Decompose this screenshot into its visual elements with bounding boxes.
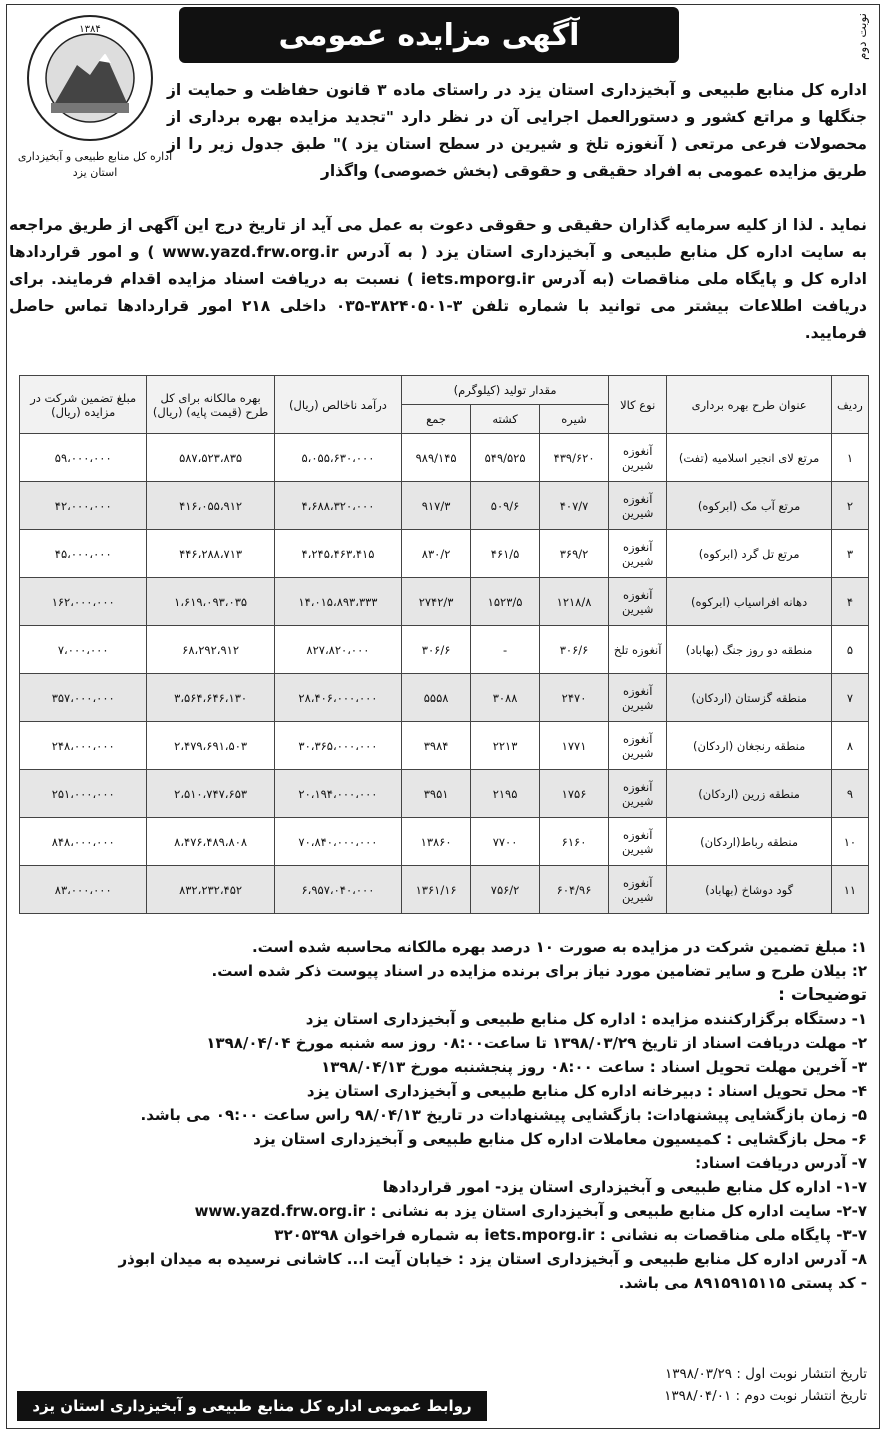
cell-no: ۹ — [831, 770, 868, 818]
col-plan-title-header: عنوان طرح بهره برداری — [667, 376, 831, 434]
note-2: ۲: بیلان طرح و سایر تضامین مورد نیاز برای برنده مزایده در اسناد پیوست ذکر شده است. — [211, 962, 867, 980]
cell-deposit: ۲۵۱،۰۰۰،۰۰۰ — [20, 770, 147, 818]
cell-royalty: ۳،۵۶۴،۶۴۶،۱۳۰ — [147, 674, 274, 722]
cell-gross: ۴،۲۴۵،۴۶۳،۴۱۵ — [274, 530, 401, 578]
note-item: ۳-۷- پایگاه ملی مناقصات به نشانی : iets.mporg.ir به شماره فراخوان ۳۲۰۵۳۹۸ — [274, 1226, 867, 1244]
cell-kashte: ۴۶۱/۵ — [471, 530, 540, 578]
intro-paragraph-continued: نماید . لذا از کلیه سرمایه گذاران حقیقی و حقوقی دعوت به عمل می آید از تاریخ درج این آگهی از طریق مراجعه به سایت اداره کل منابع طبیعی و آبخیزداری استان یزد ( به آدرس www.yazd.frw.org.ir ) و امور قراردادها اداره کل و پایگاه ملی مناقصات (به آدرس iets.mporg.ir ) نسبت به دریافت اسناد مزایده اقدام فرمایند. برای دریافت اطلاعات بیشتر می توانید با شماره تلفن ۳-۳۸۲۴۰۵۰۱-۰۳۵ داخلی ۲۱۸ امور قراردادها تماس حاصل فرمایید. — [9, 216, 868, 342]
table-row — [20, 770, 869, 818]
cell-sap: ۶۰۴/۹۶ — [540, 866, 609, 914]
cell-title: منطقه رنجغان (اردکان) — [667, 722, 831, 770]
cell-royalty: ۸۳۲،۲۳۲،۴۵۲ — [147, 866, 274, 914]
col-row-header: ردیف — [831, 376, 868, 434]
logo-year: ۱۳۸۴ — [79, 24, 101, 35]
cell-total: ۳۰۶/۶ — [402, 626, 471, 674]
cell-gross: ۸۲۷،۸۲۰،۰۰۰ — [274, 626, 401, 674]
note-item: ۱- دستگاه برگزارکننده مزایده : اداره کل منابع طبیعی و آبخیزداری استان یزد — [305, 1010, 867, 1028]
cell-royalty: ۴۴۶،۲۸۸،۷۱۳ — [147, 530, 274, 578]
cell-product: آنغوزه شیرین — [609, 530, 667, 578]
cell-gross: ۲۸،۴۰۶،۰۰۰،۰۰۰ — [274, 674, 401, 722]
publication-dates — [664, 1363, 867, 1407]
cell-product: آنغوزه شیرین — [609, 770, 667, 818]
cell-deposit: ۴۲،۰۰۰،۰۰۰ — [20, 482, 147, 530]
cell-royalty: ۴۱۶،۰۵۵،۹۱۲ — [147, 482, 274, 530]
cell-total: ۱۳۸۶۰ — [402, 818, 471, 866]
table-row — [20, 434, 869, 482]
intro-paragraph: اداره کل منابع طبیعی و آبخیزداری استان یزد در راستای ماده ۳ قانون حفاظت و حمایت از جنگلها و مراتع کشور و دستورالعمل اجرایی آن در نظر دارد "تجدید مزایده بهره برداری از محصولات فرعی مرتعی ( آنغوزه تلخ و شیرین در سطح استان یزد )" طبق جدول زیر را از طریق مزایده عمومی به افراد حقیقی و حقوقی (بخش خصوصی) واگذار — [167, 81, 867, 180]
cell-deposit: ۴۵،۰۰۰،۰۰۰ — [20, 530, 147, 578]
table-row — [20, 626, 869, 674]
cell-total: ۳۹۸۴ — [402, 722, 471, 770]
table-row — [20, 530, 869, 578]
cell-deposit: ۱۶۲،۰۰۰،۰۰۰ — [20, 578, 147, 626]
table-row — [20, 674, 869, 722]
cell-deposit: ۵۹،۰۰۰،۰۰۰ — [20, 434, 147, 482]
cell-no: ۷ — [831, 674, 868, 722]
cell-title: منطقه زرین (اردکان) — [667, 770, 831, 818]
cell-kashte: ۵۰۹/۶ — [471, 482, 540, 530]
cell-gross: ۴،۶۸۸،۳۲۰،۰۰۰ — [274, 482, 401, 530]
cell-product: آنغوزه شیرین — [609, 722, 667, 770]
second-publication-date: تاریخ انتشار نوبت دوم : ۱۳۹۸/۰۴/۰۱ — [664, 1388, 867, 1404]
cell-gross: ۱۴،۰۱۵،۸۹۳،۳۳۳ — [274, 578, 401, 626]
cell-deposit: ۲۴۸،۰۰۰،۰۰۰ — [20, 722, 147, 770]
table-row — [20, 818, 869, 866]
note-item: ۲- مهلت دریافت اسناد از تاریخ ۱۳۹۸/۰۳/۲۹ تا ساعت۰۸:۰۰ روز سه شنبه مورخ ۱۳۹۸/۰۴/۰۴ — [206, 1034, 867, 1052]
table-row — [20, 482, 869, 530]
cell-royalty: ۱،۶۱۹،۰۹۳،۰۳۵ — [147, 578, 274, 626]
cell-total: ۳۹۵۱ — [402, 770, 471, 818]
cell-title: منطقه دو روز جنگ (بهاباد) — [667, 626, 831, 674]
organization-logo-icon — [15, 13, 165, 143]
title-banner — [179, 7, 679, 63]
cell-product: آنغوزه تلخ — [609, 626, 667, 674]
cell-no: ۲ — [831, 482, 868, 530]
cell-product: آنغوزه شیرین — [609, 578, 667, 626]
cell-total: ۸۳۰/۲ — [402, 530, 471, 578]
announcement-page — [6, 4, 880, 1429]
cell-product: آنغوزه شیرین — [609, 818, 667, 866]
cell-kashte: ۲۲۱۳ — [471, 722, 540, 770]
cell-sap: ۲۴۷۰ — [540, 674, 609, 722]
cell-no: ۱۰ — [831, 818, 868, 866]
logo-caption — [15, 149, 175, 181]
cell-total: ۵۵۵۸ — [402, 674, 471, 722]
note-item: ۲-۷- سایت اداره کل منابع طبیعی و آبخیزداری استان یزد به نشانی : www.yazd.frw.org.ir — [194, 1202, 867, 1220]
round-tag: نوبت دوم — [855, 13, 869, 61]
logo-caption-line1: اداره کل منابع طبیعی و آبخیزداری — [17, 150, 173, 163]
cell-kashte: ۲۱۹۵ — [471, 770, 540, 818]
cell-no: ۳ — [831, 530, 868, 578]
notes-section — [9, 935, 867, 1295]
cell-gross: ۵،۰۵۵،۶۳۰،۰۰۰ — [274, 434, 401, 482]
cell-total: ۱۳۶۱/۱۶ — [402, 866, 471, 914]
cell-sap: ۶۱۶۰ — [540, 818, 609, 866]
col-product-header: نوع کالا — [609, 376, 667, 434]
col-royalty-header: بهره مالکانه برای کل طرح (قیمت پایه) (ریال) — [147, 376, 274, 434]
cell-product: آنغوزه شیرین — [609, 674, 667, 722]
cell-sap: ۱۷۵۶ — [540, 770, 609, 818]
col-gross-header: درآمد ناخالص (ریال) — [274, 376, 401, 434]
cell-title: دهانه افراسیاب (ابرکوه) — [667, 578, 831, 626]
cell-total: ۲۷۴۲/۳ — [402, 578, 471, 626]
note-item: ۳- آخرین مهلت تحویل اسناد : ساعت ۰۸:۰۰ روز پنجشنبه مورخ ۱۳۹۸/۰۴/۱۳ — [321, 1058, 867, 1076]
col-kashte-header: کشته — [471, 405, 540, 434]
table-row — [20, 866, 869, 914]
note-item: ۶- محل بازگشایی : کمیسیون معاملات اداره کل منابع طبیعی و آبخیزداری استان یزد — [253, 1130, 867, 1148]
table-row — [20, 578, 869, 626]
cell-title: منطقه گزستان (اردکان) — [667, 674, 831, 722]
note-item: ۸- آدرس اداره کل منابع طبیعی و آبخیزداری استان یزد : خیابان آیت ا... کاشانی نرسیده به میدان ابوذر — [118, 1250, 867, 1268]
cell-title: مرتع آب مک (ابرکوه) — [667, 482, 831, 530]
announcement-title: آگهی مزایده عمومی — [278, 17, 580, 53]
cell-royalty: ۸،۴۷۶،۴۸۹،۸۰۸ — [147, 818, 274, 866]
col-deposit-header: مبلغ تضمین شرکت در مزایده (ریال) — [20, 376, 147, 434]
col-sap-header: شیره — [540, 405, 609, 434]
notes-title: توضیحات : — [778, 985, 867, 1005]
cell-no: ۸ — [831, 722, 868, 770]
cell-sap: ۳۶۹/۲ — [540, 530, 609, 578]
cell-no: ۵ — [831, 626, 868, 674]
cell-no: ۴ — [831, 578, 868, 626]
auction-items-table — [19, 375, 869, 914]
cell-kashte: ۱۵۲۳/۵ — [471, 578, 540, 626]
note-item: ۷- آدرس دریافت اسناد: — [695, 1154, 867, 1172]
cell-no: ۱۱ — [831, 866, 868, 914]
cell-sap: ۴۰۷/۷ — [540, 482, 609, 530]
cell-kashte: ۳۰۸۸ — [471, 674, 540, 722]
cell-product: آنغوزه شیرین — [609, 866, 667, 914]
footer-text: روابط عمومی اداره کل منابع طبیعی و آبخیزداری استان یزد — [32, 1397, 472, 1415]
cell-product: آنغوزه شیرین — [609, 482, 667, 530]
note-item: ۱-۷- اداره کل منابع طبیعی و آبخیزداری استان یزد- امور قراردادها — [382, 1178, 867, 1196]
cell-gross: ۶،۹۵۷،۰۴۰،۰۰۰ — [274, 866, 401, 914]
cell-royalty: ۲،۵۱۰،۷۴۷،۶۵۳ — [147, 770, 274, 818]
cell-deposit: ۳۵۷،۰۰۰،۰۰۰ — [20, 674, 147, 722]
cell-title: مرتع تل گرد (ابرکوه) — [667, 530, 831, 578]
logo-caption-line2: استان یزد — [72, 166, 118, 179]
first-publication-date: تاریخ انتشار نوبت اول : ۱۳۹۸/۰۳/۲۹ — [664, 1366, 867, 1382]
table-row — [20, 722, 869, 770]
cell-title: گود دوشاخ (بهاباد) — [667, 866, 831, 914]
cell-product: آنغوزه شیرین — [609, 434, 667, 482]
cell-royalty: ۶۸،۲۹۲،۹۱۲ — [147, 626, 274, 674]
cell-total: ۹۸۹/۱۴۵ — [402, 434, 471, 482]
cell-no: ۱ — [831, 434, 868, 482]
cell-total: ۹۱۷/۳ — [402, 482, 471, 530]
cell-title: مرتع لای انجیر اسلامیه (تفت) — [667, 434, 831, 482]
cell-deposit: ۸۳،۰۰۰،۰۰۰ — [20, 866, 147, 914]
note-item: ۴- محل تحویل اسناد : دبیرخانه اداره کل منابع طبیعی و آبخیزداری استان یزد — [306, 1082, 867, 1100]
footer-banner — [17, 1391, 487, 1421]
note-1: ۱: مبلغ تضمین شرکت در مزایده به صورت ۱۰ درصد بهره مالکانه محاسبه شده است. — [251, 938, 867, 956]
cell-sap: ۱۲۱۸/۸ — [540, 578, 609, 626]
cell-kashte: ۵۴۹/۵۲۵ — [471, 434, 540, 482]
cell-sap: ۴۳۹/۶۲۰ — [540, 434, 609, 482]
col-total-header: جمع — [402, 405, 471, 434]
cell-title: منطقه رباط(اردکان) — [667, 818, 831, 866]
note-item: ۵- زمان بازگشایی پیشنهادات: بازگشایی پیشنهادات در تاریخ ۹۸/۰۴/۱۳ راس ساعت ۰۹:۰۰ می باشد. — [140, 1106, 867, 1124]
cell-sap: ۳۰۶/۶ — [540, 626, 609, 674]
cell-deposit: ۸۴۸،۰۰۰،۰۰۰ — [20, 818, 147, 866]
cell-sap: ۱۷۷۱ — [540, 722, 609, 770]
cell-kashte: - — [471, 626, 540, 674]
cell-gross: ۳۰،۳۶۵،۰۰۰،۰۰۰ — [274, 722, 401, 770]
note-item: - کد پستی ۸۹۱۵۹۱۵۱۱۵ می باشد. — [618, 1274, 867, 1292]
cell-gross: ۲۰،۱۹۴،۰۰۰،۰۰۰ — [274, 770, 401, 818]
cell-kashte: ۷۵۶/۲ — [471, 866, 540, 914]
col-production-header: مقدار تولید (کیلوگرم) — [402, 376, 609, 405]
cell-royalty: ۲،۴۷۹،۶۹۱،۵۰۳ — [147, 722, 274, 770]
cell-deposit: ۷،۰۰۰،۰۰۰ — [20, 626, 147, 674]
cell-royalty: ۵۸۷،۵۲۳،۸۳۵ — [147, 434, 274, 482]
table-body — [20, 434, 869, 914]
cell-gross: ۷۰،۸۴۰،۰۰۰،۰۰۰ — [274, 818, 401, 866]
cell-kashte: ۷۷۰۰ — [471, 818, 540, 866]
